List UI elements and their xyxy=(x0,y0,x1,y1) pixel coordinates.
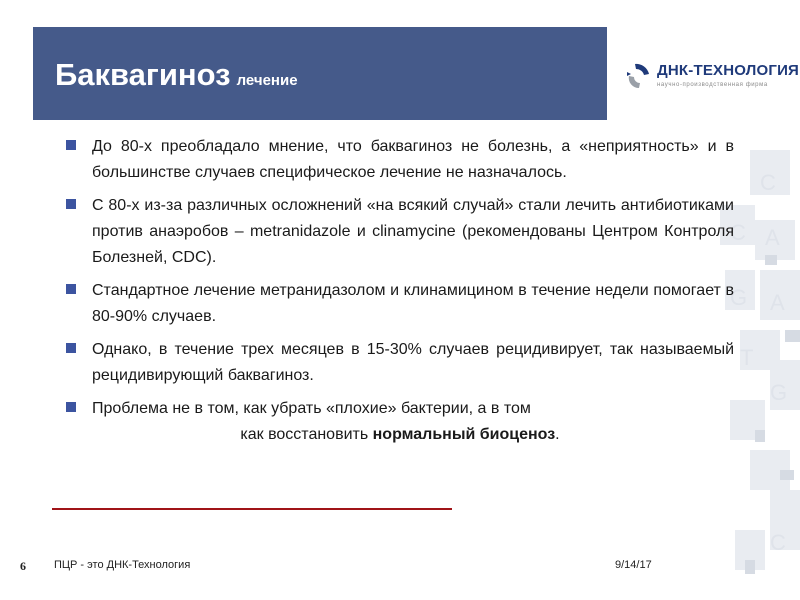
bullet-square-icon xyxy=(66,140,76,150)
logo-tagline: научно-производственная фирма xyxy=(657,82,768,88)
svg-text:C: C xyxy=(760,170,776,195)
svg-text:A: A xyxy=(770,290,785,315)
svg-text:C: C xyxy=(730,220,746,245)
bullet-item xyxy=(66,278,734,330)
bullet-list xyxy=(66,134,734,455)
svg-text:C: C xyxy=(770,530,786,555)
logo-name: ДНК-ТЕХНОЛОГИЯ xyxy=(657,62,800,79)
page-number: 6 xyxy=(20,559,26,573)
bullet-text: Однако, в течение трех месяцев в 15-30% случаев рецидивирует, так называемый рецидивирующий баквагиноз. xyxy=(92,341,734,384)
bullet-item xyxy=(66,396,734,448)
footer-text: ПЦР - это ДНК-Технология xyxy=(54,559,191,571)
bullet-text: До 80-х преобладало мнение, что баквагиноз не болезнь, а «неприятность» и в большинстве случаев специфическое лечение не назначалось. xyxy=(92,138,734,181)
line2-suffix: . xyxy=(555,426,560,443)
bullet-text-line2 xyxy=(66,422,734,448)
bullet-text: С 80-х из-за различных осложнений «на всякий случай» стали лечить антибиотиками против анаэробов – metranidazole и clinamycine (рекомендованы Центром Контроля Болезней, CDC). xyxy=(92,197,734,266)
svg-text:A: A xyxy=(765,225,780,250)
title-main: Баквагиноз xyxy=(55,57,231,92)
bullet-text: Стандартное лечение метранидазолом и клинамицином в течение недели помогает в 80-90% случаев. xyxy=(92,282,734,325)
bullet-square-icon xyxy=(66,284,76,294)
slide-title xyxy=(55,57,298,93)
bullet-item xyxy=(66,337,734,389)
svg-text:T: T xyxy=(740,345,754,370)
line2-prefix: как восстановить xyxy=(240,426,373,443)
title-subtitle: лечение xyxy=(236,72,298,89)
divider-line xyxy=(52,508,452,510)
svg-text:G: G xyxy=(730,285,748,310)
bullet-square-icon xyxy=(66,343,76,353)
bullet-square-icon xyxy=(66,199,76,209)
line2-bold: нормальный биоценоз xyxy=(372,426,556,443)
bullet-text-line1: Проблема не в том, как убрать «плохие» бактерии, а в том xyxy=(92,400,531,417)
svg-text:G: G xyxy=(770,380,788,405)
title-bar xyxy=(33,27,607,120)
company-logo xyxy=(625,60,800,100)
dna-technology-logo-icon xyxy=(625,62,653,92)
bullet-item xyxy=(66,193,734,271)
bullet-square-icon xyxy=(66,402,76,412)
bullet-item xyxy=(66,134,734,186)
footer-date: 9/14/17 xyxy=(615,559,652,571)
